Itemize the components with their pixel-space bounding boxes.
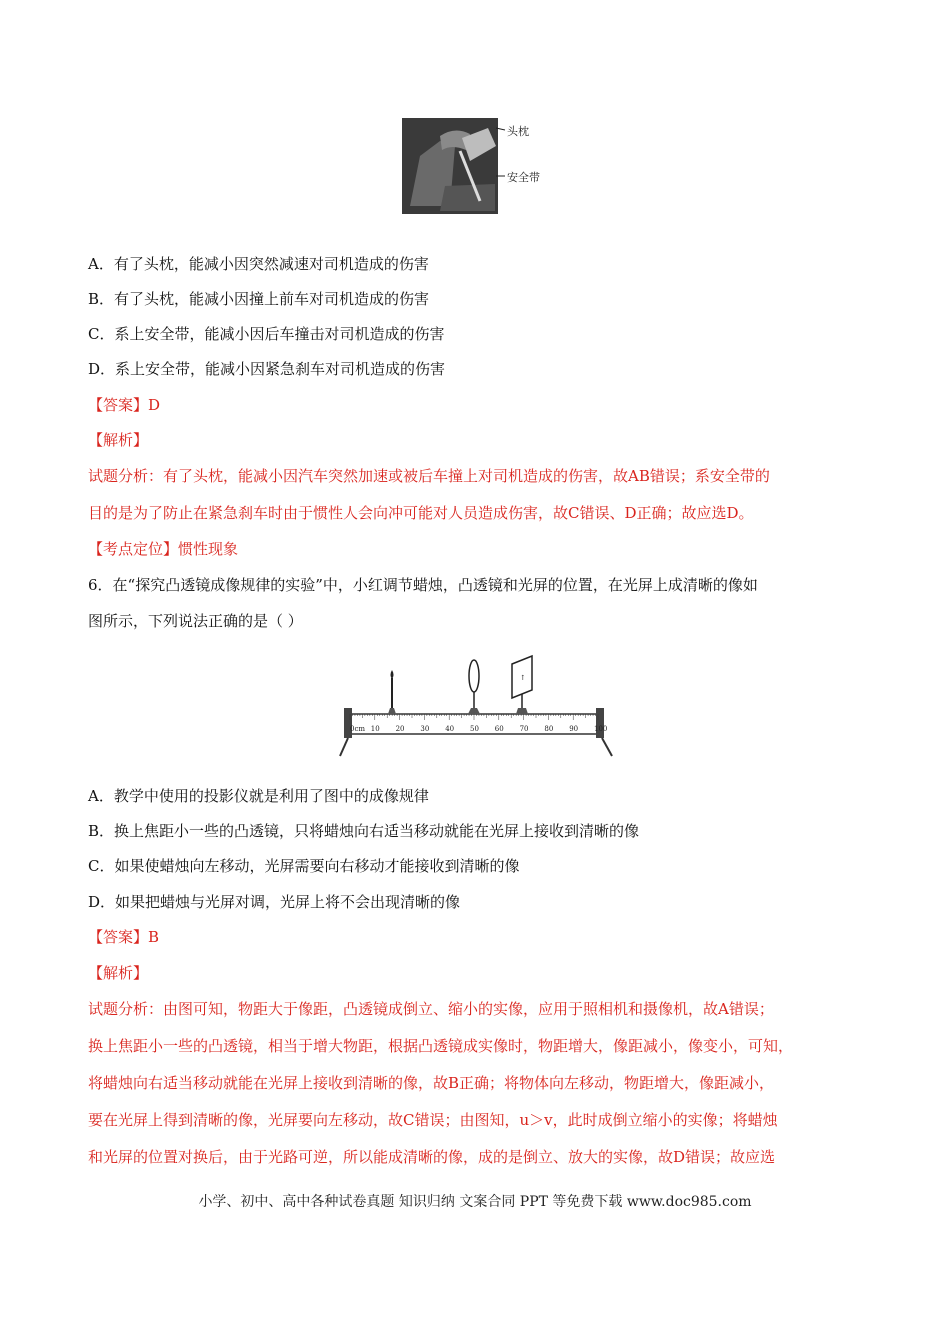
svg-text:↑: ↑ bbox=[520, 674, 526, 682]
tick-label: 0cm bbox=[350, 725, 366, 733]
tick-label: 90 bbox=[569, 725, 579, 733]
tick-label: 50 bbox=[470, 725, 479, 733]
q6-analysis-title: 【解析】 bbox=[88, 964, 149, 982]
tick-label: 30 bbox=[420, 725, 430, 733]
label-seatbelt: 安全带 bbox=[507, 171, 540, 184]
q6-option-d: D．如果把蜡烛与光屏对调，光屏上将不会出现清晰的像 bbox=[88, 893, 461, 911]
tick-label: 10 bbox=[370, 725, 380, 733]
q6-answer: 【答案】B bbox=[88, 928, 160, 946]
q5-analysis-title: 【解析】 bbox=[88, 431, 149, 449]
q5-point: 【考点定位】惯性现象 bbox=[88, 540, 239, 558]
label-headrest: 头枕 bbox=[507, 125, 529, 138]
q5-analysis-line: 目的是为了防止在紧急刹车时由于惯性人会向冲可能对人员造成伤害，故C错误、D正确；故应选D。 bbox=[88, 504, 754, 522]
car-seat-figure bbox=[400, 116, 550, 216]
candle bbox=[388, 670, 396, 714]
bench-leg bbox=[602, 738, 612, 756]
q5-option-a: A．有了头枕，能减小因突然减速对司机造成的伤害 bbox=[88, 255, 429, 273]
q6-stem-line: 图所示，下列说法正确的是（ ） bbox=[88, 612, 303, 630]
q6-option-c: C．如果使蜡烛向左移动，光屏需要向右移动才能接收到清晰的像 bbox=[88, 857, 520, 875]
q5-option-d: D．系上安全带，能减小因紧急刹车对司机造成的伤害 bbox=[88, 360, 446, 378]
q6-option-b: B．换上焦距小一些的凸透镜，只将蜡烛向右适当移动就能在光屏上接收到清晰的像 bbox=[88, 822, 640, 840]
tick-label: 20 bbox=[395, 725, 405, 733]
tick-label: 70 bbox=[519, 725, 529, 733]
q5-analysis-line: 试题分析：有了头枕，能减小因汽车突然加速或被后车撞上对司机造成的伤害，故AB错误；系安全带的 bbox=[88, 467, 770, 485]
optical-bench-figure bbox=[336, 648, 616, 760]
q6-option-a: A．教学中使用的投影仪就是利用了图中的成像规律 bbox=[88, 787, 429, 805]
convex-lens bbox=[468, 660, 480, 714]
q6-analysis-line: 试题分析：由图可知，物距大于像距，凸透镜成倒立、缩小的实像，应用于照相机和摄像机，故A错误； bbox=[88, 1000, 774, 1018]
bench-end-left bbox=[344, 708, 352, 738]
tick-label: 100 bbox=[594, 725, 608, 733]
tick-label: 40 bbox=[445, 725, 455, 733]
page-footer: 小学、初中、高中各种试卷真题 知识归纳 文案合同 PPT 等免费下载 www.doc985.com bbox=[198, 1194, 752, 1210]
tick-label: 60 bbox=[494, 725, 504, 733]
tick-label: 80 bbox=[544, 725, 554, 733]
bench-end-right bbox=[596, 708, 604, 738]
q6-analysis-line: 和光屏的位置对换后，由于光路可逆，所以能成清晰的像，成的是倒立、放大的实像，故D错误；故应选 bbox=[88, 1148, 776, 1166]
q5-option-b: B．有了头枕，能减小因撞上前车对司机造成的伤害 bbox=[88, 290, 430, 308]
flame-icon bbox=[391, 670, 394, 679]
q6-analysis-line: 要在光屏上得到清晰的像，光屏要向左移动，故C错误；由图知，u＞v，此时成倒立缩小的实像；将蜡烛 bbox=[88, 1111, 778, 1129]
q5-option-c: C．系上安全带，能减小因后车撞击对司机造成的伤害 bbox=[88, 325, 445, 343]
q6-analysis-line: 换上焦距小一些的凸透镜，相当于增大物距，根据凸透镜成实像时，物距增大，像距减小，像变小，可知， bbox=[88, 1037, 794, 1055]
bench-leg bbox=[340, 738, 348, 756]
seat-cushion bbox=[440, 184, 495, 211]
light-screen bbox=[512, 656, 532, 714]
q5-answer: 【答案】D bbox=[88, 396, 161, 414]
q6-analysis-line: 将蜡烛向右适当移动就能在光屏上接收到清晰的像，故B正确；将物体向左移动，物距增大，像距减小， bbox=[88, 1074, 775, 1092]
q6-stem-line: 6．在“探究凸透镜成像规律的实验”中，小红调节蜡烛，凸透镜和光屏的位置，在光屏上成清晰的像如 bbox=[88, 576, 758, 594]
